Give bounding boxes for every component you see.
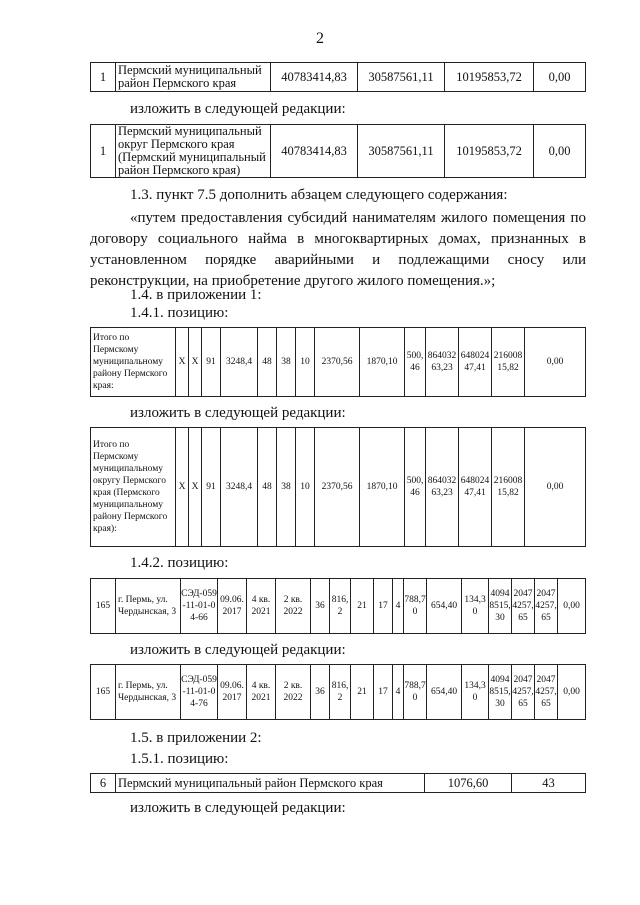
cell: 0,00 xyxy=(525,328,586,397)
paragraph-1-4-2: 1.4.2. позицию: xyxy=(130,555,229,571)
table-row xyxy=(91,63,586,92)
cell: X xyxy=(189,328,202,397)
table-region-new xyxy=(90,124,586,178)
cell: X xyxy=(176,428,189,547)
value-1: 1076,60 xyxy=(425,774,512,793)
cell: 165 xyxy=(91,579,116,634)
cell: 816,2 xyxy=(330,579,351,634)
cell: 816,2 xyxy=(330,665,351,720)
cell: 654,40 xyxy=(427,579,462,634)
table-region-old xyxy=(90,62,586,92)
cell: 17 xyxy=(374,579,393,634)
total-value: 40783414,83 xyxy=(271,63,358,92)
value-3: 10195853,72 xyxy=(445,63,534,92)
table-appendix2-old xyxy=(90,773,586,793)
cell: 48 xyxy=(258,328,277,397)
paragraph-1-4: 1.4. в приложении 1: xyxy=(130,287,262,303)
doc-number: СЭД-059-11-01-04-76 xyxy=(181,665,218,720)
table-row xyxy=(91,328,586,397)
address: г. Пермь, ул. Чердынская, 3 xyxy=(116,579,181,634)
cell: 654,40 xyxy=(427,665,462,720)
cell: 3248,4 xyxy=(221,328,258,397)
date: 09.06.2017 xyxy=(218,665,247,720)
cell: 36 xyxy=(311,665,330,720)
quote-paragraph: «путем предоставления субсидий нанимателям жилого помещения по договору социального найма в многоквартирных домах, признанных в установленном порядке аварийными и подлежащими сносу или реконструкции, на приобретение другого жилого помещения.»; xyxy=(90,210,586,289)
table-total-old xyxy=(90,327,586,397)
total-label: Итого по Пермскому муниципальному округу Пермского края (Пермского муниципальному району Пермского края): xyxy=(91,428,176,547)
table-total-new xyxy=(90,427,586,547)
region-name: Пермский муниципальный район Пермского края xyxy=(116,774,425,793)
cell: 788,70 xyxy=(404,579,427,634)
cell: 500,46 xyxy=(405,428,426,547)
value-2: 30587561,11 xyxy=(358,63,445,92)
cell: 4 кв. 2021 xyxy=(247,579,276,634)
cell: X xyxy=(176,328,189,397)
cell: 0,00 xyxy=(558,665,586,720)
total-label: Итого по Пермскому муниципальному району Пермского края: xyxy=(91,328,176,397)
row-number: 1 xyxy=(91,125,116,178)
value-2: 43 xyxy=(512,774,586,793)
cell: 86403263,23 xyxy=(426,428,459,547)
cell: 64802447,41 xyxy=(459,428,492,547)
cell: 36 xyxy=(311,579,330,634)
region-name: Пермский муниципальный округ Пермского края (Пермский муниципальный район Пермского края) xyxy=(116,125,271,178)
cell: 21600815,82 xyxy=(492,328,525,397)
edit-instruction: изложить в следующей редакции: xyxy=(130,405,346,421)
cell: 2 кв. 2022 xyxy=(276,665,311,720)
cell: 1870,10 xyxy=(360,428,405,547)
edit-instruction: изложить в следующей редакции: xyxy=(130,101,346,117)
cell: 2 кв. 2022 xyxy=(276,579,311,634)
value-2: 30587561,11 xyxy=(358,125,445,178)
cell: 134,30 xyxy=(462,579,489,634)
table-row xyxy=(91,774,586,793)
cell: 40948515,30 xyxy=(489,579,512,634)
cell: X xyxy=(189,428,202,547)
cell: 788,70 xyxy=(404,665,427,720)
table-row xyxy=(91,665,586,720)
cell: 4 xyxy=(393,665,404,720)
cell: 91 xyxy=(202,428,221,547)
cell: 10 xyxy=(296,428,315,547)
table-row xyxy=(91,428,586,547)
cell: 165 xyxy=(91,665,116,720)
table-position-old xyxy=(90,578,586,634)
edit-instruction: изложить в следующей редакции: xyxy=(130,800,346,816)
cell: 64802447,41 xyxy=(459,328,492,397)
paragraph-1-3: 1.3. пункт 7.5 дополнить абзацем следующего содержания: xyxy=(130,187,508,203)
cell: 4 xyxy=(393,579,404,634)
row-number: 6 xyxy=(91,774,116,793)
cell: 0,00 xyxy=(525,428,586,547)
cell: 21 xyxy=(351,665,374,720)
cell: 2370,56 xyxy=(315,428,360,547)
cell: 20474257,65 xyxy=(535,665,558,720)
cell: 3248,4 xyxy=(221,428,258,547)
cell: 38 xyxy=(277,428,296,547)
cell: 20474257,65 xyxy=(512,579,535,634)
edit-instruction: изложить в следующей редакции: xyxy=(130,642,346,658)
cell: 40948515,30 xyxy=(489,665,512,720)
region-name: Пермский муниципальный район Пермского края xyxy=(116,63,271,92)
paragraph-1-4-1: 1.4.1. позицию: xyxy=(130,305,229,321)
paragraph-1-5: 1.5. в приложении 2: xyxy=(130,730,262,746)
cell: 91 xyxy=(202,328,221,397)
cell: 20474257,65 xyxy=(535,579,558,634)
table-position-new xyxy=(90,664,586,720)
cell: 4 кв. 2021 xyxy=(247,665,276,720)
cell: 21 xyxy=(351,579,374,634)
value-4: 0,00 xyxy=(534,125,586,178)
cell: 134,30 xyxy=(462,665,489,720)
value-3: 10195853,72 xyxy=(445,125,534,178)
doc-number: СЭД-059-11-01-04-66 xyxy=(181,579,218,634)
cell: 1870,10 xyxy=(360,328,405,397)
value-4: 0,00 xyxy=(534,63,586,92)
table-row xyxy=(91,579,586,634)
table-row xyxy=(91,125,586,178)
cell: 48 xyxy=(258,428,277,547)
cell: 2370,56 xyxy=(315,328,360,397)
cell: 86403263,23 xyxy=(426,328,459,397)
cell: 20474257,65 xyxy=(512,665,535,720)
address: г. Пермь, ул. Чердынская, 3 xyxy=(116,665,181,720)
cell: 21600815,82 xyxy=(492,428,525,547)
paragraph-1-5-1: 1.5.1. позицию: xyxy=(130,751,229,767)
row-number: 1 xyxy=(91,63,116,92)
total-value: 40783414,83 xyxy=(271,125,358,178)
cell: 500,46 xyxy=(405,328,426,397)
cell: 10 xyxy=(296,328,315,397)
cell: 38 xyxy=(277,328,296,397)
cell: 17 xyxy=(374,665,393,720)
date: 09.06.2017 xyxy=(218,579,247,634)
cell: 0,00 xyxy=(558,579,586,634)
page-number: 2 xyxy=(316,30,324,47)
